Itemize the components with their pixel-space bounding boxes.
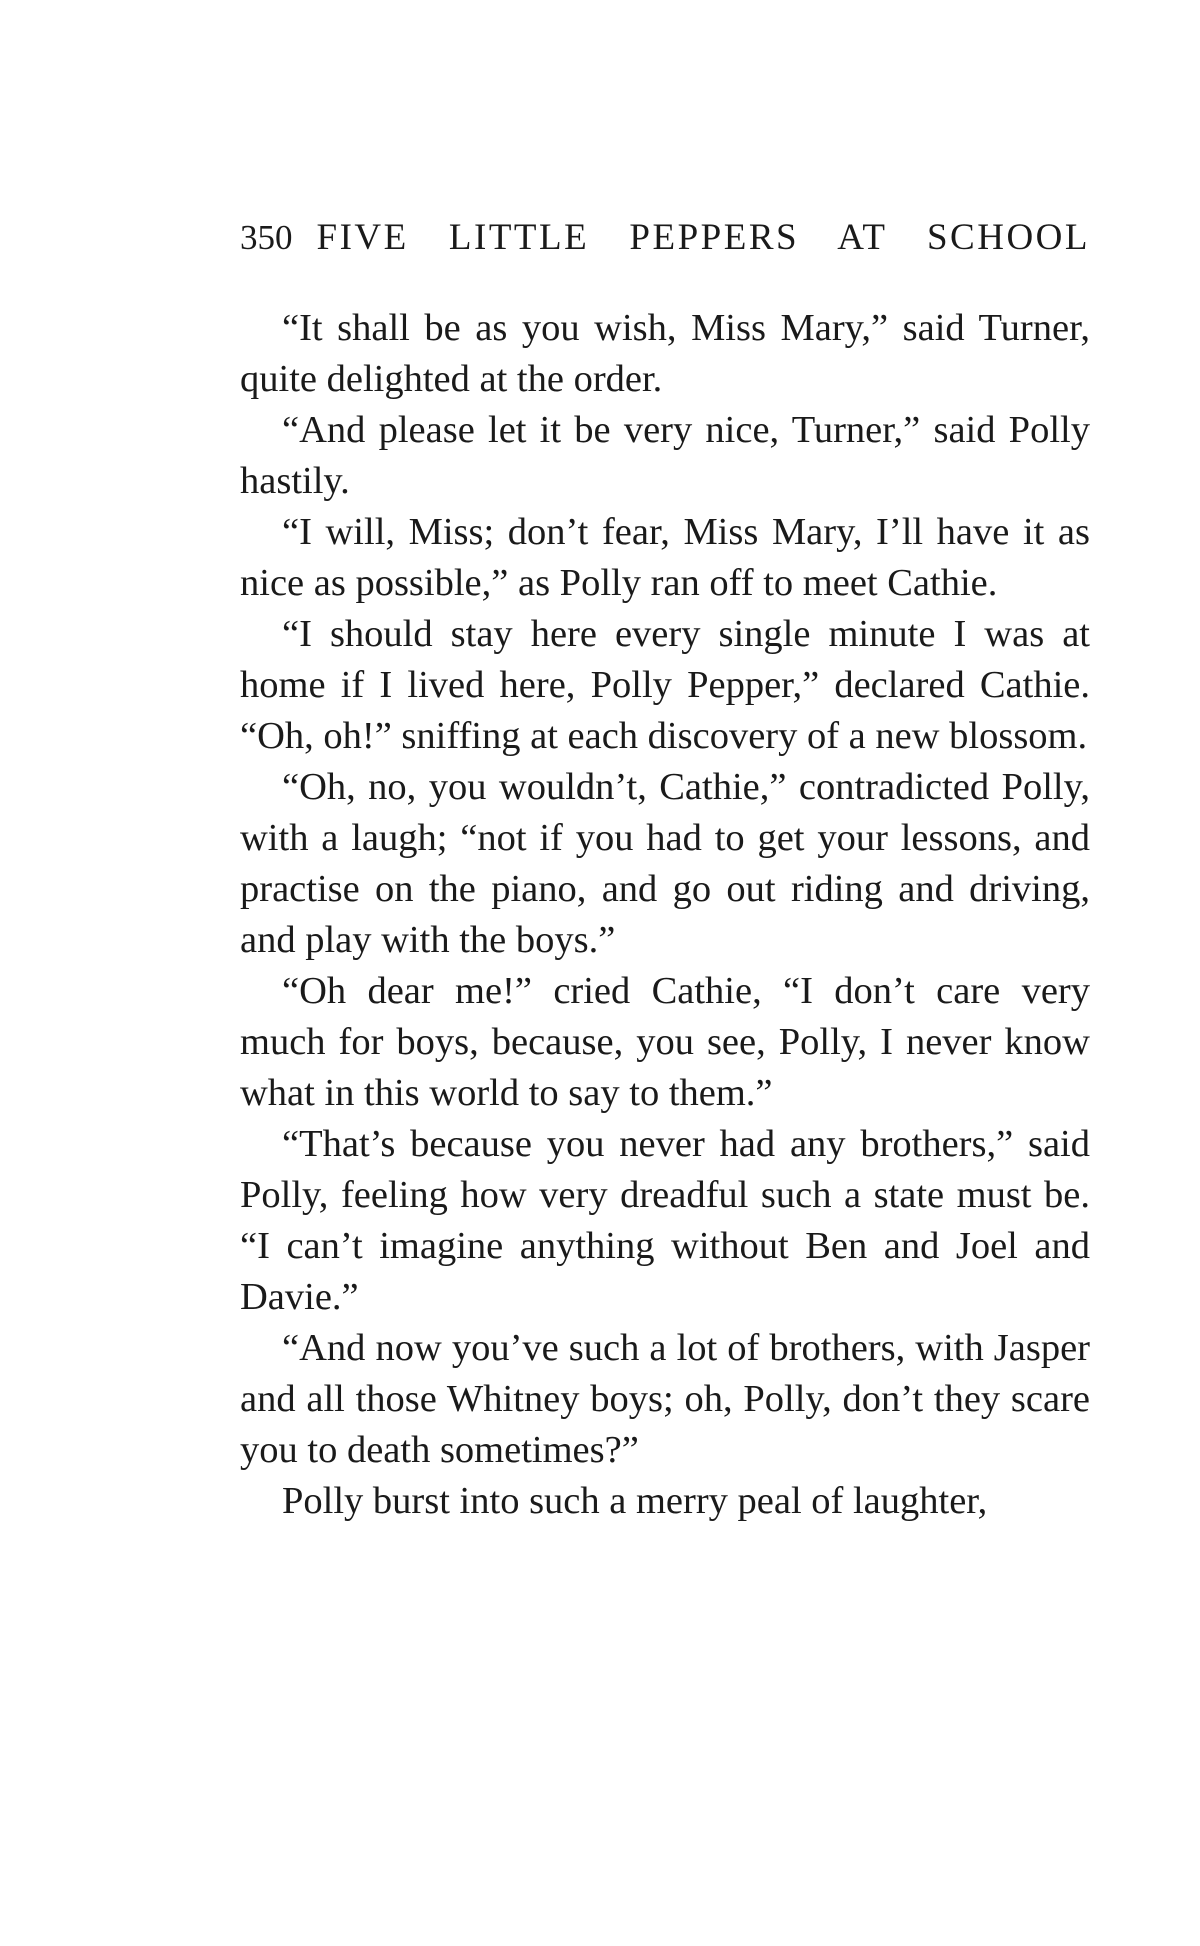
body-text (240, 303, 1090, 1527)
paragraph: “I will, Miss; don’t fear, Miss Mary, I’ll have it as nice as possible,” as Polly ran off to meet Cathie. (240, 511, 1090, 604)
paragraph: “That’s because you never had any brothers,” said Polly, feeling how very dreadful such a state must be. “I can’t imagine anything without Ben and Joel and Davie.” (240, 1123, 1090, 1318)
paragraph: “Oh, no, you wouldn’t, Cathie,” contradicted Polly, with a laugh; “not if you had to get your lessons, and practise on the piano, and go out riding and driving, and play with the boys.” (240, 766, 1090, 961)
paragraph: Polly burst into such a merry peal of laughter, (282, 1480, 988, 1522)
paragraph: “It shall be as you wish, Miss Mary,” said Turner, quite delighted at the order. (240, 307, 1090, 400)
running-head (240, 216, 1090, 259)
paragraph: “Oh dear me!” cried Cathie, “I don’t care very much for boys, because, you see, Polly, I never know what in this world to say to them.” (240, 970, 1090, 1114)
paragraph: “I should stay here every single minute I was at home if I lived here, Polly Pepper,” declared Cathie. “Oh, oh!” sniffing at each discovery of a new blossom. (240, 613, 1090, 757)
page-number: 350 (240, 218, 293, 257)
paragraph: “And please let it be very nice, Turner,” said Polly hastily. (240, 409, 1090, 502)
book-title: FIVE LITTLE PEPPERS AT SCHOOL (316, 217, 1090, 258)
paragraph: “And now you’ve such a lot of brothers, with Jasper and all those Whitney boys; oh, Polly, don’t they scare you to death sometimes?” (240, 1327, 1090, 1471)
